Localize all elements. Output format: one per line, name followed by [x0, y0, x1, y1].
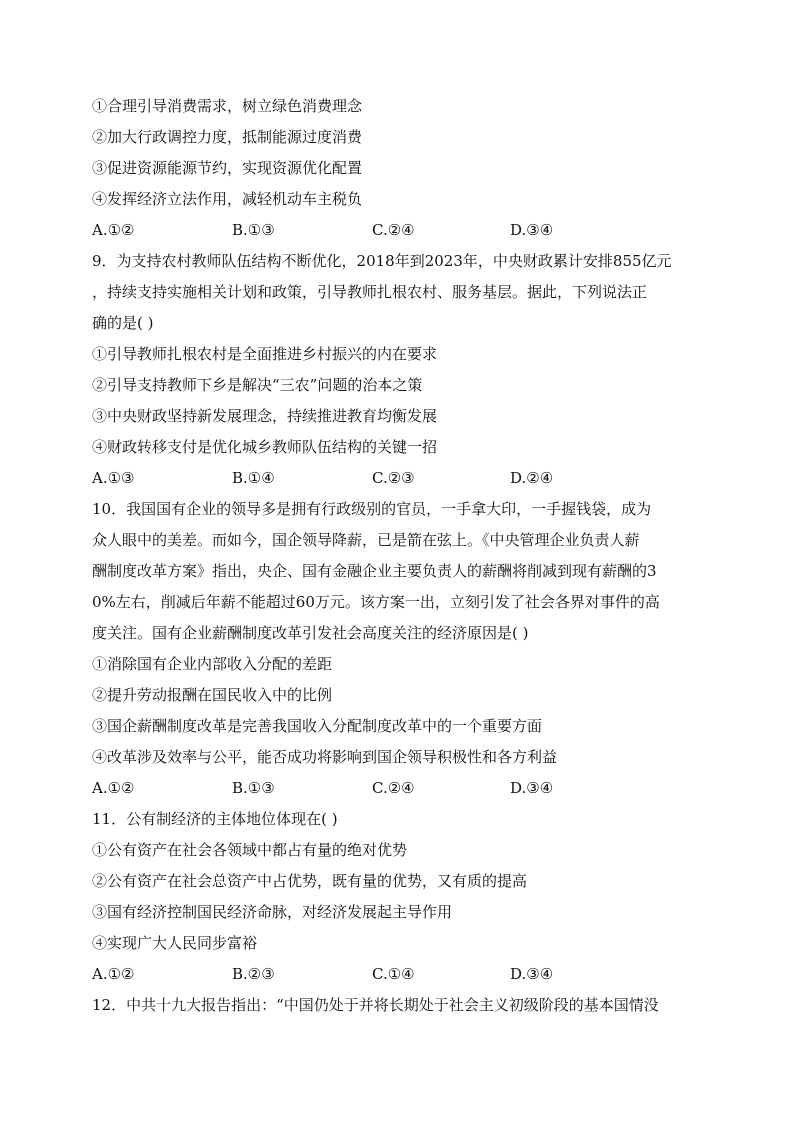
- choice-b: B.①③: [232, 221, 275, 239]
- option-line: ③国企薪酬制度改革是完善我国收入分配制度改革中的一个重要方面: [92, 717, 543, 735]
- answer-choices: [92, 959, 704, 990]
- question-stem-line: 9．为支持农村教师队伍结构不断优化，2018年到2023年，中央财政累计安排855亿元: [92, 252, 672, 270]
- question-stem-line: 10．我国国有企业的领导多是拥有行政级别的官员，一手拿大印，一手握钱袋，成为: [92, 500, 652, 518]
- option-line: ④财政转移支付是优化城乡教师队伍结构的关键一招: [92, 438, 438, 456]
- question-stem-line: 12．中共十九大报告指出：“中国仍处于并将长期处于社会主义初级阶段的基本国情没: [92, 996, 659, 1014]
- option-line: ①公有资产在社会各领域中都占有量的绝对优势: [92, 841, 408, 859]
- answer-choices: [92, 463, 704, 494]
- option-line: ③国有经济控制国民经济命脉，对经济发展起主导作用: [92, 903, 453, 921]
- choice-c: C.②④: [372, 221, 415, 239]
- choice-a: A.①③: [92, 469, 135, 487]
- choice-a: A.①②: [92, 965, 135, 983]
- choice-d: D.③④: [510, 965, 554, 983]
- question-stem-line: 酬制度改革方案》指出，央企、国有金融企业主要负责人的薪酬将削减到现有薪酬的3: [92, 562, 657, 580]
- choice-b: B.①④: [232, 469, 275, 487]
- question-9: [92, 246, 704, 494]
- choice-b: B.①③: [232, 779, 275, 797]
- choice-d: D.③④: [510, 779, 554, 797]
- choice-b: B.②③: [232, 965, 275, 983]
- question-stem-line: ，持续支持实施相关计划和政策，引导教师扎根农村、服务基层。据此，下列说法正: [92, 283, 648, 301]
- choice-d: D.③④: [510, 221, 554, 239]
- choice-a: A.①②: [92, 779, 135, 797]
- option-line: ②公有资产在社会总资产中占优势，既有量的优势，又有质的提高: [92, 872, 528, 890]
- question-12: [92, 990, 704, 1021]
- choice-d: D.②④: [510, 469, 554, 487]
- answer-choices: [92, 773, 704, 804]
- option-line: ②引导支持教师下乡是解决“三农”问题的治本之策: [92, 376, 423, 394]
- choice-c: C.②③: [372, 469, 415, 487]
- choice-a: A.①②: [92, 221, 135, 239]
- question-stem-line: 度关注。国有企业薪酬制度改革引发社会高度关注的经济原因是( ): [92, 624, 529, 642]
- option-line: ①消除国有企业内部收入分配的差距: [92, 655, 333, 673]
- option-line: ④改革涉及效率与公平，能否成功将影响到国企领导积极性和各方利益: [92, 748, 558, 766]
- question-stem-line: 0%左右，削减后年薪不能超过60万元。该方案一出，立刻引发了社会各界对事件的高: [92, 593, 660, 611]
- choice-c: C.②④: [372, 779, 415, 797]
- exam-page: [92, 91, 704, 1021]
- choice-c: C.①④: [372, 965, 415, 983]
- option-line: ①引导教师扎根农村是全面推进乡村振兴的内在要求: [92, 345, 438, 363]
- question-10: [92, 494, 704, 804]
- option-line: ①合理引导消费需求，树立绿色消费理念: [92, 97, 363, 115]
- question-stem-line: 11．公有制经济的主体地位体现在( ): [92, 810, 338, 828]
- option-line: ③促进资源能源节约，实现资源优化配置: [92, 159, 363, 177]
- answer-choices: [92, 215, 704, 246]
- question-stem-line: 众人眼中的美差。而如今，国企领导降薪，已是箭在弦上。《中央管理企业负责人薪: [92, 531, 640, 549]
- option-line: ④发挥经济立法作用，减轻机动车主税负: [92, 190, 363, 208]
- option-line: ②提升劳动报酬在国民收入中的比例: [92, 686, 333, 704]
- option-line: ②加大行政调控力度，抵制能源过度消费: [92, 128, 363, 146]
- option-line: ③中央财政坚持新发展理念，持续推进教育均衡发展: [92, 407, 438, 425]
- question-stem-line: 确的是( ): [92, 314, 154, 332]
- option-line: ④实现广大人民同步富裕: [92, 934, 258, 952]
- prev-question-options: [92, 91, 704, 215]
- question-11: [92, 804, 704, 990]
